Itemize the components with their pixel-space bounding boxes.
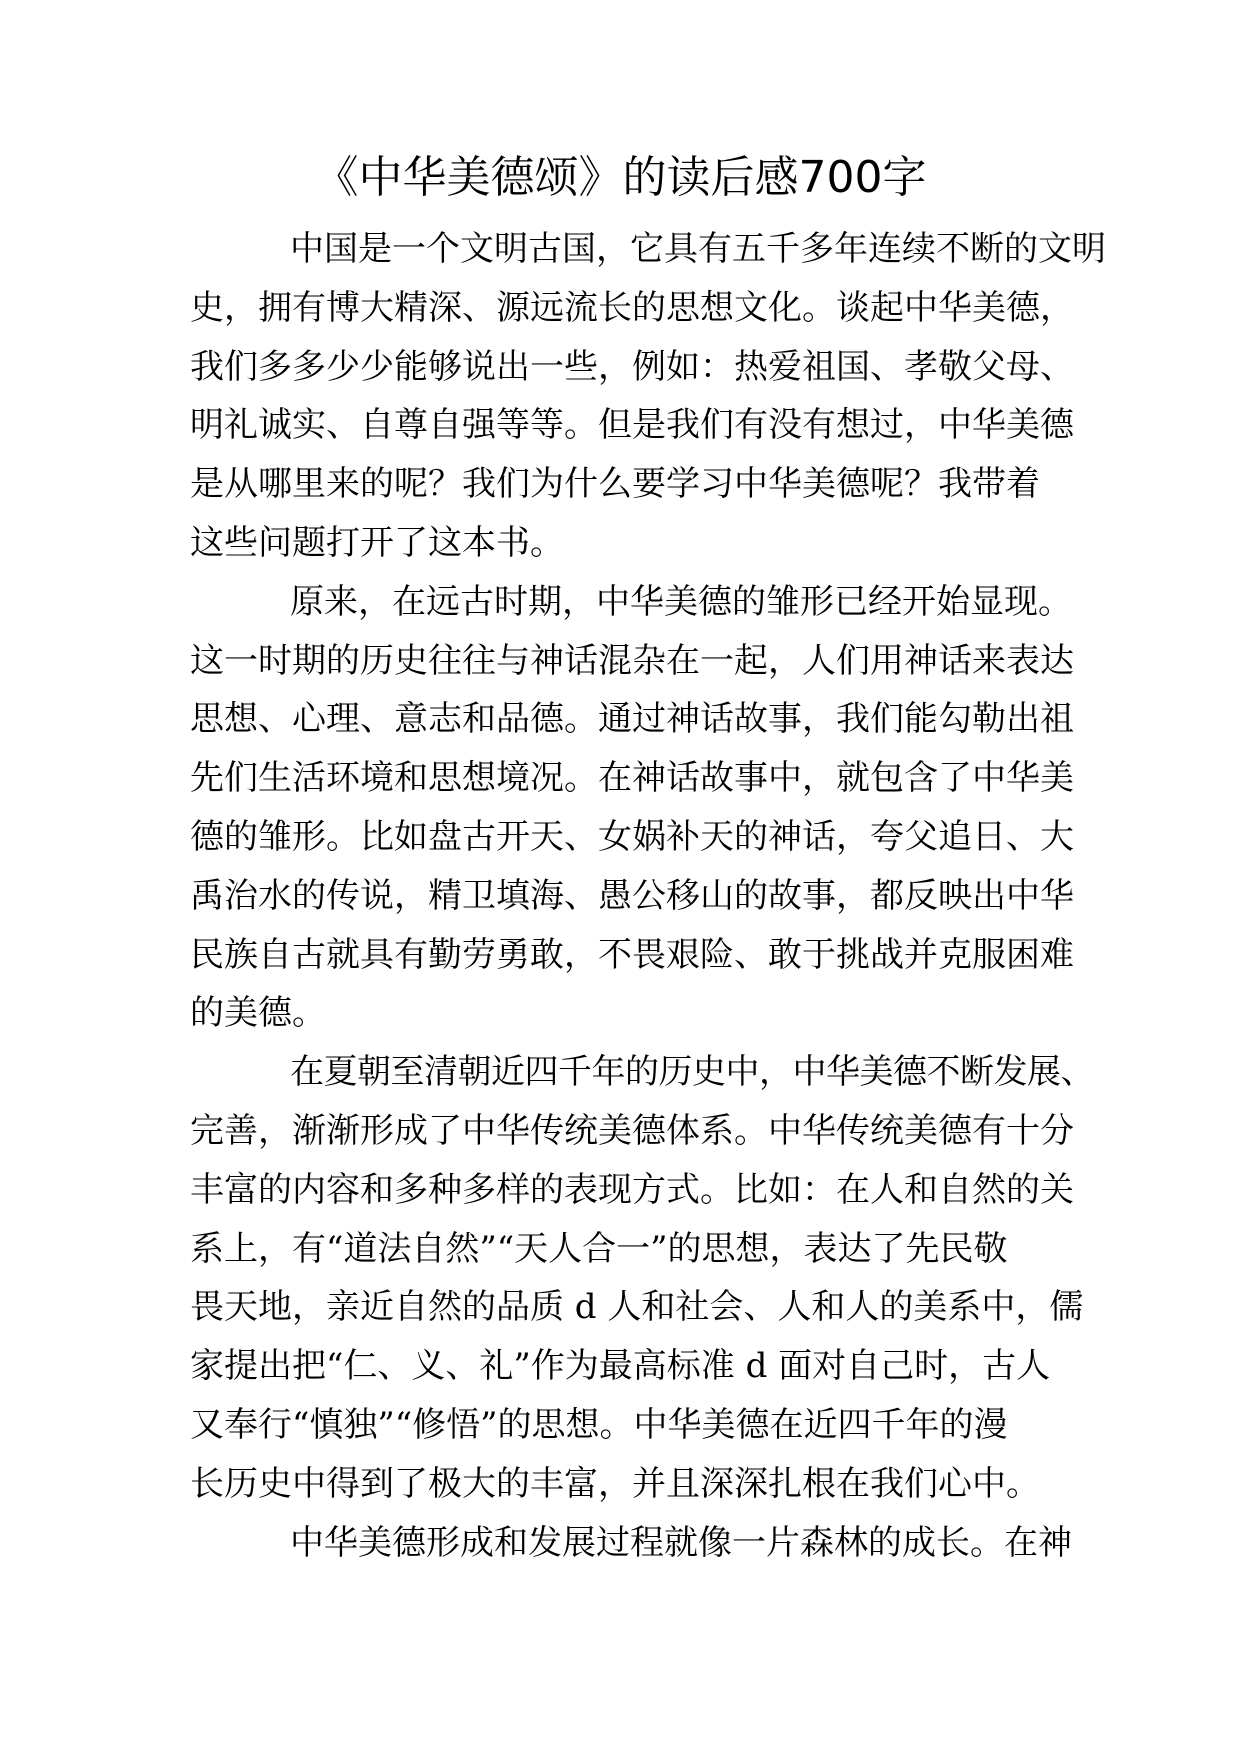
paragraph-3-line-8: 长历史中得到了极大的丰富，并且深深扎根在我们心中。 [190,1463,1040,1504]
paragraph-1-line-5: 是从哪里来的呢？我们为什么要学习中华美德呢？我带着 [190,464,1040,505]
paragraph-2-line-7: 民族自古就具有勤劳勇敢，不畏艰险、敢于挑战并克服困难 [190,934,1074,975]
paragraph-3-line-6: 家提出把“仁、义、礼”作为最高标准 d 面对自己时，古人 [190,1346,1051,1387]
paragraph-1-line-6: 这些问题打开了这本书。 [190,522,564,563]
paragraph-2-line-1: 原来，在远古时期，中华美德的雏形已经开始显现。 [290,581,1072,622]
paragraph-2-line-6: 禹治水的传说，精卫填海、愚公移山的故事，都反映出中华 [190,875,1074,916]
paragraph-2-line-2: 这一时期的历史往往与神话混杂在一起，人们用神话来表达 [190,640,1074,681]
paragraph-2-line-4: 先们生活环境和思想境况。在神话故事中，就包含了中华美 [190,758,1074,799]
paragraph-3-line-3: 丰富的内容和多种多样的表现方式。比如：在人和自然的关 [190,1169,1074,1210]
paragraph-3-line-2: 完善，渐渐形成了中华传统美德体系。中华传统美德有十分 [190,1110,1074,1151]
paragraph-4-line-1: 中华美德形成和发展过程就像一片森林的成长。在神 [290,1522,1072,1563]
document-title: 《中华美德颂》的读后感700字 [314,152,927,203]
paragraph-3-line-1: 在夏朝至清朝近四千年的历史中，中华美德不断发展、 [290,1052,1094,1093]
paragraph-1-line-4: 明礼诚实、自尊自强等等。但是我们有没有想过，中华美德 [190,405,1074,446]
document-body [190,220,1106,1572]
paragraph-3-line-5: 畏天地，亲近自然的品质 d 人和社会、人和人的美系中，儒 [190,1287,1084,1328]
paragraph-1-line-1: 中国是一个文明古国，它具有五千多年连续不断的文明 [290,229,1106,269]
paragraph-2-line-3: 思想、心理、意志和品德。通过神话故事，我们能勾勒出祖 [190,699,1074,740]
paragraph-1-line-2: 史，拥有博大精深、源远流长的思想文化。谈起中华美德， [190,287,1074,328]
paragraph-2-line-5: 德的雏形。比如盘古开天、女娲补天的神话，夸父追日、大 [190,816,1074,857]
paragraph-3-line-4: 系上，有“道法自然”“天人合一”的思想，表达了先民敬 [190,1228,1008,1269]
paragraph-1-line-3: 我们多多少少能够说出一些，例如：热爱祖国、孝敬父母、 [190,346,1074,387]
paragraph-2-line-8: 的美德。 [190,993,326,1034]
paragraph-3-line-7: 又奉行“慎独”“修悟”的思想。中华美德在近四千年的漫 [190,1404,1008,1445]
